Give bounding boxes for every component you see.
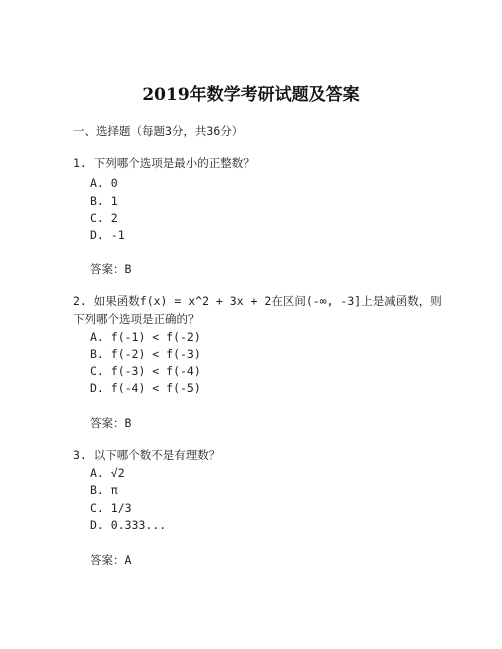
question-2-option-b: B. f(-2) < f(-3): [90, 347, 201, 361]
question-2-answer: 答案：B: [90, 416, 132, 430]
question-3-answer: 答案：A: [90, 553, 132, 567]
question-2-stem-line-2: 下列哪个选项是正确的？: [73, 312, 200, 326]
question-3-stem: 3. 以下哪个数不是有理数？: [73, 448, 221, 462]
question-2-stem-line-1: 2. 如果函数f(x) = x^2 + 3x + 2在区间(-∞, -3]上是减函数，则: [73, 294, 442, 308]
question-3-option-c: C. 1/3: [90, 501, 132, 515]
page-title: 2019年数学考研试题及答案: [142, 85, 360, 105]
question-1-option-c: C. 2: [90, 211, 118, 225]
question-3-option-a: A. √2: [90, 466, 125, 480]
question-1-option-b: B. 1: [90, 194, 118, 208]
question-3-option-b: B. π: [90, 483, 118, 497]
question-2-option-d: D. f(-4) < f(-5): [90, 381, 201, 395]
question-2-option-c: C. f(-3) < f(-4): [90, 364, 201, 378]
section-heading: 一、选择题（每题3分，共36分）: [73, 124, 244, 138]
question-3-option-d: D. 0.333...: [90, 518, 167, 532]
question-1-stem: 1. 下列哪个选项是最小的正整数？: [73, 156, 255, 170]
question-1-option-d: D. -1: [90, 228, 125, 242]
question-2-option-a: A. f(-1) < f(-2): [90, 330, 201, 344]
question-1-option-a: A. 0: [90, 176, 118, 190]
question-1-answer: 答案：B: [90, 262, 132, 276]
